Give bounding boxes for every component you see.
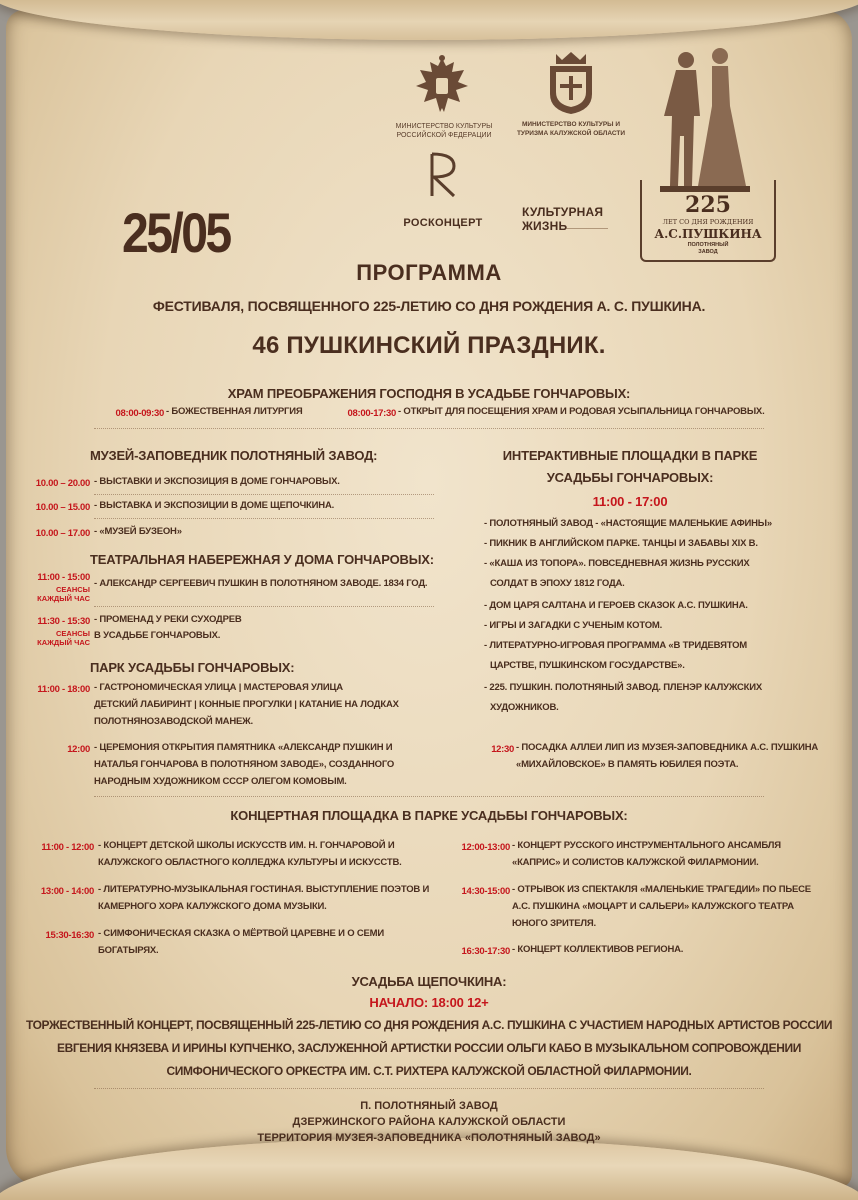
park-event-1b: ДЕТСКИЙ ЛАБИРИНТ | КОННЫЕ ПРОГУЛКИ | КАТАНИЕ НА ЛОДКАХ [94,699,399,710]
interactive-line-5: - ДОМ ЦАРЯ САЛТАНА И ГЕРОЕВ СКАЗОК А.С. ПУШКИНА. [484,600,748,611]
estate-start-time: НАЧАЛО: 18:00 12+ [369,995,489,1010]
concert-left-time-1: 11:00 - 12:00 [41,842,94,853]
temple-event-1: - БОЖЕСТВЕННАЯ ЛИТУРГИЯ [166,406,303,417]
estate-description-line1: ТОРЖЕСТВЕННЫЙ КОНЦЕРТ, ПОСВЯЩЕННЫЙ 225-ЛЕТИЮ СО ДНЯ РОЖДЕНИЯ А.С. ПУШКИНА С УЧАСТИЕМ НАРОДНЫХ АРТИСТОВ РОССИИ [25,1018,833,1032]
embankment-heading: ТЕАТРАЛЬНАЯ НАБЕРЕЖНАЯ У ДОМА ГОНЧАРОВЫХ: [90,552,434,567]
park-event-2c: НАРОДНЫМ ХУДОЖНИКОМ СССР ОЛЕГОМ КОМОВЫМ. [94,776,347,787]
park-time-2: 12:00 [67,744,90,755]
footer-line1: П. ПОЛОТНЯНЫЙ ЗАВОД [360,1100,498,1112]
concert-left-time-3: 15:30-16:30 [45,930,94,941]
museum-heading: МУЗЕЙ-ЗАПОВЕДНИК ПОЛОТНЯНЫЙ ЗАВОД: [90,448,378,463]
embankment-time-2: 11:30 - 15:30 [37,616,90,627]
interactive-heading-line1: ИНТЕРАКТИВНЫЕ ПЛОЩАДКИ В ПАРКЕ [502,448,758,463]
section-divider-mid [94,796,764,797]
interactive-line-6: - ИГРЫ И ЗАГАДКИ С УЧЕНЫМ КОТОМ. [484,620,663,631]
badge-number: 225 [685,192,731,218]
estate-heading: УСАДЬБА ЩЕПОЧКИНА: [351,974,507,989]
museum-time-1: 10.00 – 20.00 [35,478,90,489]
museum-time-2: 10.00 – 15.00 [35,502,90,513]
museum-event-2: - ВЫСТАВКА И ЭКСПОЗИЦИИ В ДОМЕ ЩЕПОЧКИНА. [94,500,335,511]
concert-left-event-3b: БОГАТЫРЯХ. [98,945,159,956]
concert-right-event-2a: - ОТРЫВОК ИЗ СПЕКТАКЛЯ «МАЛЕНЬКИЕ ТРАГЕДИИ» ПО ПЬЕСЕ [512,884,811,895]
concert-left-event-1a: - КОНЦЕРТ ДЕТСКОЙ ШКОЛЫ ИСКУССТВ ИМ. Н. ГОНЧАРОВОЙ И [98,840,395,851]
embankment-divider [94,606,434,607]
concert-left-event-2a: - ЛИТЕРАТУРНО-МУЗЫКАЛЬНАЯ ГОСТИНАЯ. ВЫСТУПЛЕНИЕ ПОЭТОВ И [98,884,430,895]
footer-line2: ДЗЕРЖИНСКОГО РАЙОНА КАЛУЖСКОЙ ОБЛАСТИ [292,1116,566,1128]
festival-subtitle: ФЕСТИВАЛЯ, ПОСВЯЩЕННОГО 225-ЛЕТИЮ СО ДНЯ РОЖДЕНИЯ А. С. ПУШКИНА. [152,298,706,314]
interactive-event-2a: - ПОСАДКА АЛЛЕИ ЛИП ИЗ МУЗЕЯ-ЗАПОВЕДНИКА А.С. ПУШКИНА [516,742,819,753]
temple-heading: ХРАМ ПРЕОБРАЖЕНИЯ ГОСПОДНЯ В УСАДЬБЕ ГОНЧАРОВЫХ: [227,386,631,401]
embankment-sessions-1a: СЕАНСЫ [55,585,90,594]
estate-description-line2: ЕВГЕНИЯ КНЯЗЕВА И ИРИНЫ КУПЧЕНКО, ЗАСЛУЖЕННОЙ АРТИСТКИ РОССИИ ОЛЬГИ КАБО В МУЗЫКАЛЬНОМ СОПРОВОЖДЕНИИ [57,1041,801,1055]
roskoncert-label: РОСКОНЦЕРТ [403,217,483,229]
concert-right-event-1a: - КОНЦЕРТ РУССКОГО ИНСТРУМЕНТАЛЬНОГО АНСАМБЛЯ [512,840,781,851]
kultura-label-line2: ЖИЗНЬ [522,219,568,233]
interactive-line-7: - ЛИТЕРАТУРНО-ИГРОВАЯ ПРОГРАММА «В ТРИДЕВЯТОМ [484,640,747,651]
concert-left-event-1b: КАЛУЖСКОГО ОБЛАСТНОГО КОЛЛЕДЖА КУЛЬТУРЫ И ИСКУССТВ. [98,857,402,868]
ministry-kaluga-label: МИНИСТЕРСТВО КУЛЬТУРЫ И ТУРИЗМА КАЛУЖСКОЙ ОБЛАСТИ [516,121,626,137]
concert-right-event-2c: ЮНОГО ЗРИТЕЛЯ. [512,918,596,929]
museum-event-1: - ВЫСТАВКИ И ЭКСПОЗИЦИЯ В ДОМЕ ГОНЧАРОВЫХ. [94,476,340,487]
museum-time-3: 10.00 – 17.00 [35,528,90,539]
interactive-line-2: - ПИКНИК В АНГЛИЙСКОМ ПАРКЕ. ТАНЦЫ И ЗАБАВЫ XIX В. [484,538,758,549]
park-event-2b: НАТАЛЬЯ ГОНЧАРОВА В ПОЛОТНЯНОМ ЗАВОДЕ», СОЗДАННОГО [94,759,395,770]
concert-right-event-3a: - КОНЦЕРТ КОЛЛЕКТИВОВ РЕГИОНА. [512,944,684,955]
badge-place-line2: ЗАВОД [698,249,718,255]
interactive-event-2b: «МИХАЙЛОВСКОЕ» В ПАМЯТЬ ЮБИЛЕЯ ПОЭТА. [516,759,739,770]
park-heading: ПАРК УСАДЬБЫ ГОНЧАРОВЫХ: [90,660,295,675]
embankment-event-1: - АЛЕКСАНДР СЕРГЕЕВИЧ ПУШКИН В ПОЛОТНЯНОМ ЗАВОДЕ. 1834 ГОД. [94,578,428,589]
concert-left-event-2b: КАМЕРНОГО ХОРА КАЛУЖСКОГО ДОМА МУЗЫКИ. [98,901,327,912]
museum-event-3: - «МУЗЕЙ БУЗЕОН» [94,526,182,537]
kultura-label-line1: КУЛЬТУРНАЯ [522,205,604,219]
badge-subtitle: ЛЕТ СО ДНЯ РОЖДЕНИЯ [662,218,754,226]
interactive-line-1: - ПОЛОТНЯНЫЙ ЗАВОД - «НАСТОЯЩИЕ МАЛЕНЬКИЕ АФИНЫ» [484,518,772,529]
interactive-time-2: 12:30 [491,744,514,755]
embankment-sessions-1b: КАЖДЫЙ ЧАС [37,594,90,603]
interactive-line-9: - 225. ПУШКИН. ПОЛОТНЯНЫЙ ЗАВОД. ПЛЕНЭР КАЛУЖСКИХ [484,682,763,693]
embankment-event-2a: - ПРОМЕНАД У РЕКИ СУХОДРЕВ [94,614,242,625]
badge-place-line1: ПОЛОТНЯНЫЙ [687,242,729,248]
pushkin-225-badge [640,180,776,262]
program-title: ПРОГРАММА [356,260,502,285]
concert-left-time-2: 13:00 - 14:00 [40,886,94,897]
temple-time-2: 08:00-17:30 [347,408,396,419]
park-event-2a: - ЦЕРЕМОНИЯ ОТКРЫТИЯ ПАМЯТНИКА «АЛЕКСАНДР ПУШКИН И [94,742,393,753]
russia-eagle-emblem-icon [410,52,474,118]
temple-event-2: - ОТКРЫТ ДЛЯ ПОСЕЩЕНИЯ ХРАМ И РОДОВАЯ УСЫПАЛЬНИЦА ГОНЧАРОВЫХ. [398,406,765,417]
concert-right-time-2: 14:30-15:00 [461,886,510,897]
concert-right-event-1b: «КАПРИС» И СОЛИСТОВ КАЛУЖСКОЙ ФИЛАРМОНИИ. [512,857,759,868]
pushkin-goncharova-monument-icon [654,46,754,192]
embankment-time-1: 11:00 - 15:00 [37,572,90,583]
temple-time-1: 08:00-09:30 [115,408,164,419]
badge-name: А.С.ПУШКИНА [654,227,762,241]
embankment-sessions-2a: СЕАНСЫ [55,629,90,638]
concert-left-event-3a: - СИМФОНИЧЕСКАЯ СКАЗКА О МЁРТВОЙ ЦАРЕВНЕ И О СЕМИ [98,928,384,939]
interactive-line-4: СОЛДАТ В ЭПОХУ 1812 ГОДА. [490,578,625,589]
concert-right-event-2b: А.С. ПУШКИНА «МОЦАРТ И САЛЬЕРИ» КАЛУЖСКОГО ТЕАТРА [512,901,794,912]
footer-line3: ТЕРРИТОРИЯ МУЗЕЯ-ЗАПОВЕДНИКА «ПОЛОТНЯНЫЙ ЗАВОД» [257,1132,601,1144]
event-date: 25/05 [122,201,230,264]
concert-heading: КОНЦЕРТНАЯ ПЛОЩАДКА В ПАРКЕ УСАДЬБЫ ГОНЧАРОВЫХ: [230,808,628,823]
estate-description-line3: СИМФОНИЧЕСКОГО ОРКЕСТРА ИМ. С.Т. РИХТЕРА КАЛУЖСКОЙ ОБЛАСТНОЙ ФИЛАРМОНИИ. [166,1064,692,1078]
concert-right-time-3: 16:30-17:30 [461,946,510,957]
footer-divider [94,1088,764,1089]
embankment-sessions-2b: КАЖДЫЙ ЧАС [37,638,90,647]
museum-divider-1 [94,494,434,495]
park-event-1c: ПОЛОТНЯНОЗАВОДСКОЙ МАНЕЖ. [94,716,253,727]
interactive-time: 11:00 - 17:00 [592,494,668,509]
park-time-1: 11:00 - 18:00 [37,684,90,695]
kultura-underline [566,228,608,229]
ministry-russia-label: МИНИСТЕРСТВО КУЛЬТУРЫ РОССИЙСКОЙ ФЕДЕРАЦИИ [395,123,493,139]
park-event-1a: - ГАСТРОНОМИЧЕСКАЯ УЛИЦА | МАСТЕРОВАЯ УЛИЦА [94,682,343,693]
kaluga-coat-of-arms-icon [542,50,600,116]
interactive-line-8: ЦАРСТВЕ, ПУШКИНСКОМ ГОСУДАРСТВЕ». [490,660,685,671]
interactive-line-3: - «КАША ИЗ ТОПОРА». ПОВСЕДНЕВНАЯ ЖИЗНЬ РУССКИХ [484,558,750,569]
pushkin-holiday-title: 46 ПУШКИНСКИЙ ПРАЗДНИК. [252,332,606,359]
museum-divider-2 [94,518,434,519]
temple-divider [94,428,764,429]
embankment-event-2b: В УСАДЬБЕ ГОНЧАРОВЫХ. [94,630,221,641]
interactive-heading-line2: УСАДЬБЫ ГОНЧАРОВЫХ: [546,470,714,485]
concert-right-time-1: 12:00-13:00 [461,842,510,853]
roskoncert-logo-icon [424,150,460,200]
interactive-line-10: ХУДОЖНИКОВ. [490,702,559,713]
